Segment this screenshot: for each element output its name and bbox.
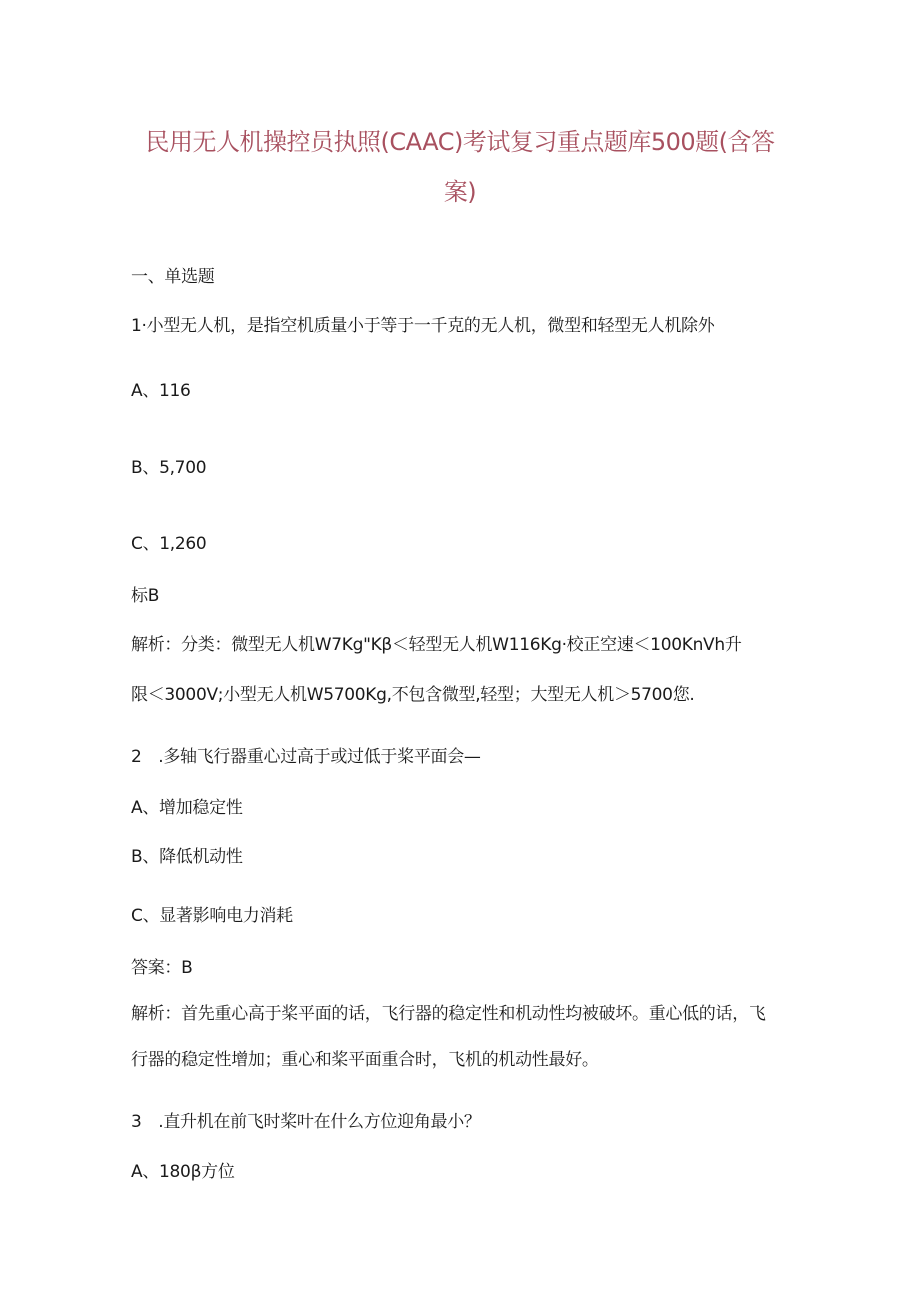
q2-answer: 答案：B <box>131 958 193 978</box>
q1-explanation-line2: 限＜3000V;小型无人机W5700Kg,不包含微型,轻型；大型无人机＞5700您. <box>131 685 695 705</box>
q2-explanation-line2: 行器的稳定性增加；重心和桨平面重合时，飞机的机动性最好。 <box>131 1050 599 1070</box>
q1-option-a: A、116 <box>131 381 191 401</box>
q1-stem: 1·小型无人机，是指空机质量小于等于一千克的无人机，微型和轻型无人机除外 <box>131 316 715 336</box>
q2-explanation-line1: 解析：首先重心高于桨平面的话，飞行器的稳定性和机动性均被破坏。重心低的话，飞 <box>131 1004 766 1024</box>
q3-stem: 3 .直升机在前飞时桨叶在什么方位迎角最小？ <box>131 1112 481 1132</box>
q2-stem: 2 .多轴飞行器重心过高于或过低于桨平面会— <box>131 747 481 767</box>
q2-option-c: C、显著影响电力消耗 <box>131 906 293 926</box>
q1-answer: 标B <box>131 586 160 606</box>
document-title-line1: 民用无人机操控员执照(CAAC)考试复习重点题库500题(含答 <box>145 128 775 156</box>
q1-explanation-line1: 解析：分类：微型无人机W7Kg"Kβ＜轻型无人机W116Kg·校正空速＜100KnVh升 <box>131 635 742 655</box>
document-title-line2: 案) <box>443 178 477 206</box>
q2-option-b: B、降低机动性 <box>131 847 243 867</box>
q3-option-a: A、180β方位 <box>131 1162 235 1182</box>
q2-option-a: A、增加稳定性 <box>131 798 243 818</box>
q1-option-c: C、1,260 <box>131 534 207 554</box>
section-heading: 一、单选题 <box>131 267 215 287</box>
q1-option-b: B、5,700 <box>131 458 207 478</box>
